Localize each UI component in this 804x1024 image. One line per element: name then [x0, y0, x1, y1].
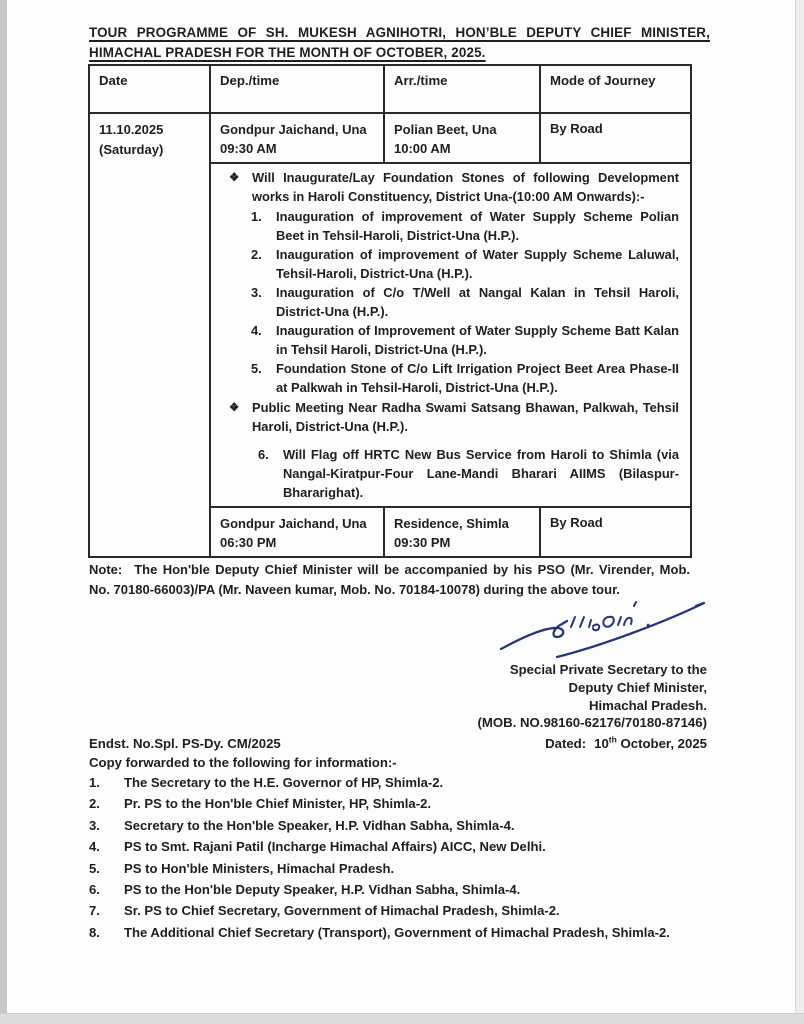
dated-label: Dated: — [545, 736, 587, 751]
endorsement-date — [545, 736, 707, 751]
tour-date: 11.10.2025 — [99, 122, 164, 137]
item-number: 4. — [251, 323, 262, 338]
diamond-bullet-icon: ❖ — [229, 402, 240, 414]
document-title — [89, 23, 710, 63]
activity-item-5 — [215, 359, 679, 397]
header-dep-time: Dep./time — [210, 65, 384, 113]
item-text: Secretary to the Hon'ble Speaker, H.P. Vidhan Sabha, Shimla-4. — [124, 817, 515, 833]
header-date: Date — [89, 65, 210, 113]
list-item — [89, 882, 721, 903]
item-text: Inauguration of Improvement of Water Supply Scheme Batt Kalan in Tehsil Haroli, District-Una (H.P.). — [276, 323, 679, 357]
item-number: 1. — [251, 209, 262, 224]
evening-dep-time: 06:30 PM — [220, 535, 277, 550]
photo-edge-right — [795, 0, 804, 1024]
dated-month-year: October, 2025 — [620, 736, 707, 751]
item-text: The Secretary to the H.E. Governor of HP, Shimla-2. — [124, 775, 444, 790]
list-item — [89, 796, 721, 817]
item-text: Pr. PS to the Hon'ble Chief Minister, HP, Shimla-2. — [124, 796, 431, 812]
header-mode: Mode of Journey — [540, 65, 691, 113]
item-text: The Additional Chief Secretary (Transport), Government of Himachal Pradesh, Shimla-2. — [124, 924, 670, 940]
evening-departure-cell — [210, 507, 384, 557]
item-text: Inauguration of improvement of Water Supply Scheme Laluwal, Tehsil-Haroli, District-Una (H.P.). — [276, 247, 679, 281]
morning-mode-cell: By Road — [540, 113, 691, 163]
signatory-designation-2: Deputy Chief Minister, — [568, 679, 707, 695]
activity-item-1 — [215, 207, 679, 245]
note-body: The Hon'ble Deputy Chief Minister will be accompanied by his PSO (Mr. Virender, Mob. No. 70180-66003)/PA (Mr. Naveen kumar, Mob. No. 70184-10078) during the above tour. — [89, 562, 690, 597]
signatory-designation-1: Special Private Secretary to the — [509, 662, 707, 677]
item-text: PS to the Hon'ble Deputy Speaker, H.P. Vidhan Sabha, Shimla-4. — [124, 881, 521, 897]
signatory-designation-3: Himachal Pradesh. — [588, 697, 707, 713]
item-number: 6. — [258, 447, 269, 462]
evening-arr-time: 09:30 PM — [394, 535, 451, 550]
evening-dep-place: Gondpur Jaichand, Una — [220, 516, 367, 531]
note-paragraph — [89, 560, 690, 599]
signatory-block — [377, 661, 707, 732]
list-item — [89, 839, 721, 860]
morning-arr-place: Polian Beet, Una — [394, 122, 497, 137]
document-title-line2: HIMACHAL PRADESH FOR THE MONTH OF OCTOBER, 2025. — [89, 45, 486, 60]
activity-bullet-2 — [215, 398, 679, 436]
item-number: 1. — [89, 775, 100, 790]
activity-item-2 — [215, 245, 679, 283]
copy-forwarded-list — [89, 775, 721, 946]
endorsement-number: Endst. No.Spl. PS-Dy. CM/2025 — [89, 736, 281, 751]
item-text: PS to Hon'ble Ministers, Himachal Pradesh. — [124, 860, 395, 876]
copy-forwarded-heading: Copy forwarded to the following for information:- — [89, 755, 397, 770]
item-number: 7. — [89, 903, 100, 919]
item-number: 3. — [251, 285, 262, 300]
item-text: PS to Smt. Rajani Patil (Incharge Himachal Affairs) AICC, New Delhi. — [124, 839, 546, 855]
header-arr-time: Arr./time — [384, 65, 540, 113]
activity-bullet-1 — [215, 168, 679, 206]
item-number: 2. — [89, 796, 100, 812]
morning-departure-cell — [210, 113, 384, 163]
item-text: Foundation Stone of C/o Lift Irrigation Project Beet Area Phase-II at Palkwah in Tehsil-Haroli, District-Una (H.P.). — [276, 361, 679, 395]
photo-edge-bottom — [0, 1013, 804, 1024]
photo-edge-left — [0, 0, 7, 1024]
tour-day: (Saturday) — [99, 142, 164, 157]
note-label: Note: — [89, 562, 123, 577]
item-number: 5. — [89, 860, 100, 876]
list-item — [89, 818, 721, 839]
evening-mode-cell: By Road — [540, 507, 691, 557]
item-number: 2. — [251, 247, 262, 262]
dated-ordinal: th — [608, 734, 617, 745]
morning-dep-place: Gondpur Jaichand, Una — [220, 122, 367, 137]
activity-item-4 — [215, 321, 679, 359]
item-text: Inauguration of C/o T/Well at Nangal Kalan in Tehsil Haroli, District-Una (H.P.). — [276, 285, 679, 319]
list-item — [89, 925, 721, 946]
activity-bullet-2-text: Public Meeting Near Radha Swami Satsang Bhawan, Palkwah, Tehsil Haroli, District-Una (H.P.). — [252, 400, 679, 434]
item-number: 3. — [89, 817, 100, 833]
activities-cell — [210, 163, 691, 507]
activity-bullet-1-text: Will Inaugurate/Lay Foundation Stones of following Development works in Haroli Constituency, District Una-(10:00 AM Onwards):- — [252, 170, 679, 204]
activity-item-3 — [215, 283, 679, 321]
item-number: 5. — [251, 361, 262, 376]
item-number: 6. — [89, 881, 100, 897]
handwritten-signature — [497, 596, 711, 660]
item-text: Sr. PS to Chief Secretary, Government of Himachal Pradesh, Shimla-2. — [124, 903, 560, 919]
document-title-line1: TOUR PROGRAMME OF SH. MUKESH AGNIHOTRI, HON’BLE DEPUTY CHIEF MINISTER, — [89, 25, 710, 40]
endorsement-row — [89, 736, 707, 751]
activity-item-6 — [215, 445, 679, 502]
morning-journey-row — [89, 113, 691, 163]
evening-arr-place: Residence, Shimla — [394, 516, 509, 531]
tour-programme-table — [88, 64, 692, 558]
diamond-bullet-icon: ❖ — [229, 172, 240, 184]
morning-arrival-cell — [384, 113, 540, 163]
item-text: Inauguration of improvement of Water Supply Scheme Polian Beet in Tehsil-Haroli, District-Una (H.P.). — [276, 209, 679, 243]
morning-arr-time: 10:00 AM — [394, 141, 451, 156]
list-item — [89, 861, 721, 882]
evening-arrival-cell — [384, 507, 540, 557]
item-number: 8. — [89, 924, 100, 940]
morning-dep-time: 09:30 AM — [220, 141, 277, 156]
list-item — [89, 903, 721, 924]
list-item — [89, 775, 721, 796]
dated-day: 10 — [594, 736, 609, 751]
item-number: 4. — [89, 839, 100, 855]
table-header-row — [89, 65, 691, 113]
date-cell — [89, 113, 210, 557]
item-text: Will Flag off HRTC New Bus Service from Haroli to Shimla (via Nangal-Kiratpur-Four Lane-Mandi Bharari AIIMS (Bilaspur-Bhararighat). — [283, 447, 679, 500]
signatory-mobile: (MOB. NO.98160-62176/70180-87146) — [477, 715, 707, 731]
